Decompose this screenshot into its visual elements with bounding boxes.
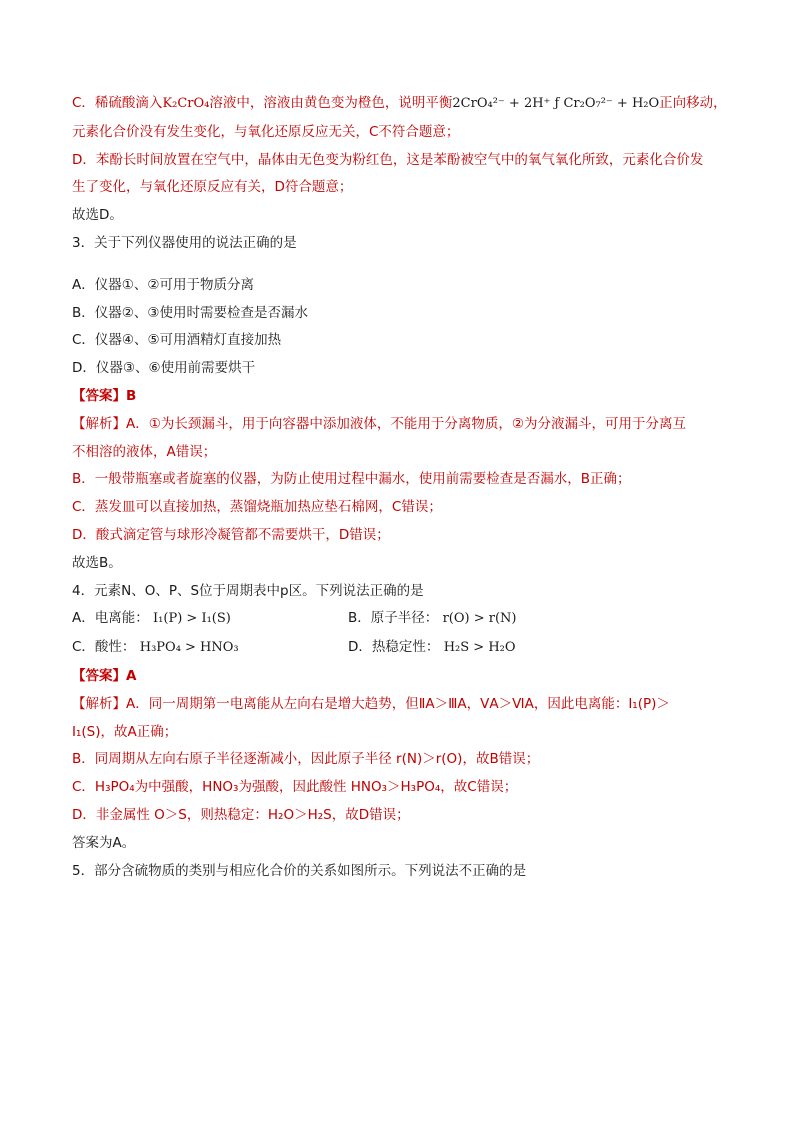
option-4d bbox=[348, 638, 516, 657]
explanation-4-c: C．H₃PO₄为中强酸，HNO₃为强酸，因此酸性 HNO₃＞H₃PO₄，故C错误； bbox=[72, 779, 518, 796]
options-4-cd bbox=[72, 638, 732, 657]
option-label: B．原子半径： bbox=[348, 610, 439, 627]
option-4a bbox=[72, 609, 348, 628]
selection-4: 答案为A。 bbox=[72, 834, 136, 851]
formula: H₃PO₄ > HNO₃ bbox=[139, 640, 239, 656]
text-segment: 正向移动， bbox=[659, 95, 727, 111]
explanation-3-c: C．蒸发皿可以直接加热，蒸馏烧瓶加热应垫石棉网，C错误； bbox=[72, 499, 442, 516]
explanation-3-d: D．酸式滴定管与球形冷凝管都不需要烘干，D错误； bbox=[72, 526, 390, 543]
explanation-3-a-cont: 不相溶的液体，A错误； bbox=[72, 443, 217, 460]
document-body bbox=[72, 94, 732, 889]
option-4c bbox=[72, 638, 348, 657]
question-5: 5．部分含硫物质的类别与相应化合价的关系如图所示。下列说法不正确的是 bbox=[72, 862, 527, 879]
explanation-4-a-cont: I₁(S)，故A正确； bbox=[72, 723, 178, 740]
option-3a: A．仪器①、②可用于物质分离 bbox=[72, 276, 254, 293]
explanation-4-d: D．非金属性 O＞S，则热稳定：H₂O＞H₂S，故D错误； bbox=[72, 806, 410, 823]
explanation-2-d-cont: 生了变化，与氧化还原反应有关，D符合题意； bbox=[72, 179, 353, 196]
formula: r(O) > r(N) bbox=[442, 611, 517, 627]
text-segment: C．稀硫酸滴入 bbox=[72, 95, 163, 111]
formula: H₂S > H₂O bbox=[443, 640, 516, 656]
explanation-3-a: 【解析】A．①为长颈漏斗，用于向容器中添加液体，不能用于分离物质，②为分液漏斗，可用于分离互 bbox=[72, 415, 686, 432]
formula-equilibrium: 2CrO₄²⁻ + 2H⁺ ƒ Cr₂O₇²⁻ + H₂O bbox=[452, 96, 660, 111]
option-label: D．热稳定性： bbox=[348, 639, 440, 656]
explanation-4-b: B．同周期从左向右原子半径逐渐减小，因此原子半径 r(N)＞r(O)，故B错误； bbox=[72, 751, 540, 768]
answer-4: 【答案】A bbox=[72, 667, 137, 684]
explanation-2-c-cont: 元素化合价没有发生变化，与氧化还原反应无关，C不符合题意； bbox=[72, 123, 460, 140]
option-label: C．酸性： bbox=[72, 639, 136, 656]
explanation-2-d: D．苯酚长时间放置在空气中，晶体由无色变为粉红色，这是苯酚被空气中的氧气氧化所致，元素化合价发 bbox=[72, 151, 704, 168]
figure-gap bbox=[72, 262, 732, 276]
option-3d: D．仪器③、⑥使用前需要烘干 bbox=[72, 360, 256, 377]
text-segment: 溶液中，溶液由黄色变为橙色，说明平衡 bbox=[209, 95, 453, 111]
selection-2: 故选D。 bbox=[72, 207, 123, 224]
formula: I₁(P) > I₁(S) bbox=[153, 611, 231, 627]
option-label: A．电离能： bbox=[72, 610, 149, 627]
explanation-4-a: 【解析】A．同一周期第一电离能从左向右是增大趋势，但ⅡA＞ⅢA，ⅤA＞ⅥA，因此电离能：I₁(P)＞ bbox=[72, 695, 670, 712]
answer-3: 【答案】B bbox=[72, 387, 137, 404]
formula-k2cro4: K₂CrO₄ bbox=[162, 96, 210, 111]
question-3: 3．关于下列仪器使用的说法正确的是 bbox=[72, 234, 297, 251]
option-3c: C．仪器④、⑤可用酒精灯直接加热 bbox=[72, 332, 282, 349]
selection-3: 故选B。 bbox=[72, 554, 122, 571]
options-4-ab bbox=[72, 609, 732, 628]
explanation-2-c bbox=[72, 94, 732, 113]
option-3b: B．仪器②、③使用时需要检查是否漏水 bbox=[72, 304, 308, 321]
question-4: 4．元素N、O、P、S位于周期表中p区。下列说法正确的是 bbox=[72, 582, 424, 599]
option-4b bbox=[348, 609, 516, 628]
explanation-3-b: B．一般带瓶塞或者旋塞的仪器，为防止使用过程中漏水，使用前需要检查是否漏水，B正确； bbox=[72, 471, 631, 488]
